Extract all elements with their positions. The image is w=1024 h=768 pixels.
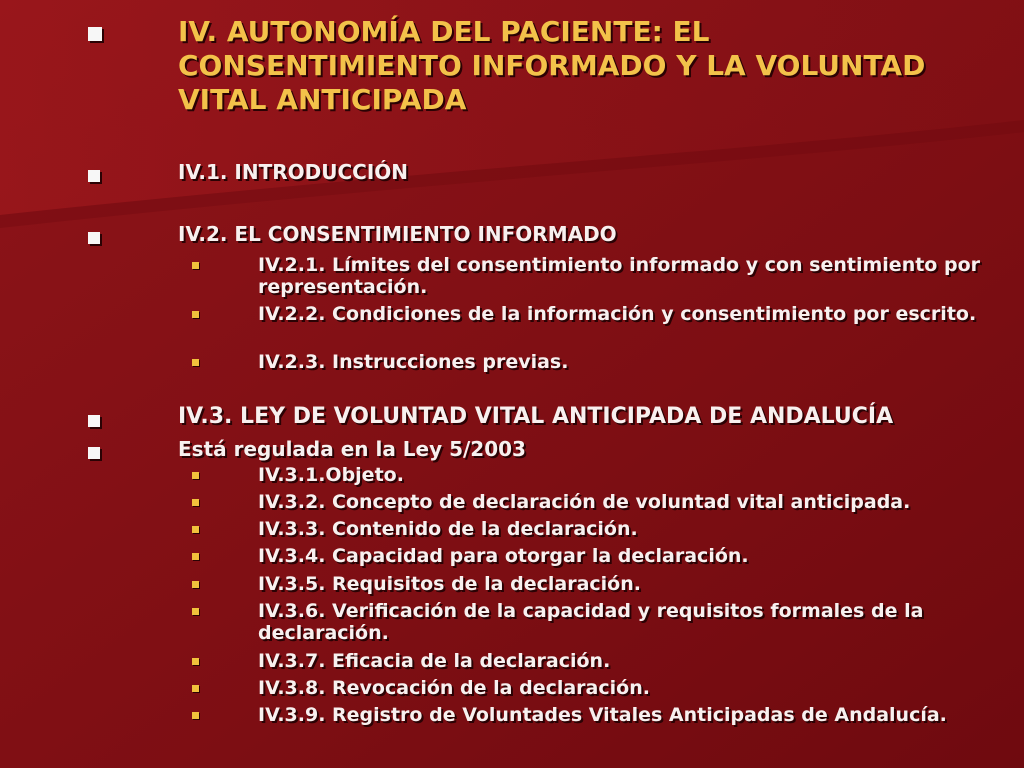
subitem-text: IV.3.1.Objeto. (258, 464, 404, 486)
small-square-bullet-icon (192, 685, 199, 692)
subitem-text: IV.3.5. Requisitos de la declaración. (258, 573, 641, 595)
small-square-bullet-icon (192, 608, 199, 615)
small-square-bullet-icon (192, 553, 199, 560)
small-square-bullet-icon (192, 472, 199, 479)
subitem-text: IV.3.3. Contenido de la declaración. (258, 518, 638, 540)
square-bullet-icon (88, 170, 100, 182)
section-label: IV.3. LEY DE VOLUNTAD VITAL ANTICIPADA DE ANDALUCÍA (178, 404, 894, 429)
small-square-bullet-icon (192, 359, 199, 366)
section-label: IV.1. INTRODUCCIÓN (178, 160, 409, 184)
small-square-bullet-icon (192, 499, 199, 506)
subitem-text: IV.3.7. Eficacia de la declaración. (258, 650, 611, 672)
section-label: Está regulada en la Ley 5/2003 (178, 437, 526, 461)
small-square-bullet-icon (192, 581, 199, 588)
section-label: IV.2. EL CONSENTIMIENTO INFORMADO (178, 222, 617, 246)
square-bullet-icon (88, 27, 102, 41)
square-bullet-icon (88, 447, 100, 459)
subitem-text: IV.3.9. Registro de Voluntades Vitales Anticipadas de Andalucía. (258, 704, 947, 726)
small-square-bullet-icon (192, 526, 199, 533)
small-square-bullet-icon (192, 262, 199, 269)
subitem-text: IV.2.1. Límites del consentimiento informado y con sentimiento por representación. (258, 254, 980, 298)
subitem-text: IV.3.8. Revocación de la declaración. (258, 677, 650, 699)
subitem-text: IV.2.3. Instrucciones previas. (258, 351, 569, 373)
small-square-bullet-icon (192, 658, 199, 665)
square-bullet-icon (88, 415, 100, 427)
small-square-bullet-icon (192, 712, 199, 719)
subitem-text: IV.3.2. Concepto de declaración de voluntad vital anticipada. (258, 491, 911, 513)
square-bullet-icon (88, 232, 100, 244)
subitem-text: IV.2.2. Condiciones de la información y consentimiento por escrito. (258, 303, 977, 325)
slide-title: IV. AUTONOMÍA DEL PACIENTE: EL CONSENTIMIENTO INFORMADO Y LA VOLUNTAD VITAL ANTICIPADA (178, 15, 926, 116)
small-square-bullet-icon (192, 311, 199, 318)
subitem-text: IV.3.4. Capacidad para otorgar la declaración. (258, 545, 749, 567)
subitem-text: IV.3.6. Verificación de la capacidad y requisitos formales de la declaración. (258, 600, 924, 644)
